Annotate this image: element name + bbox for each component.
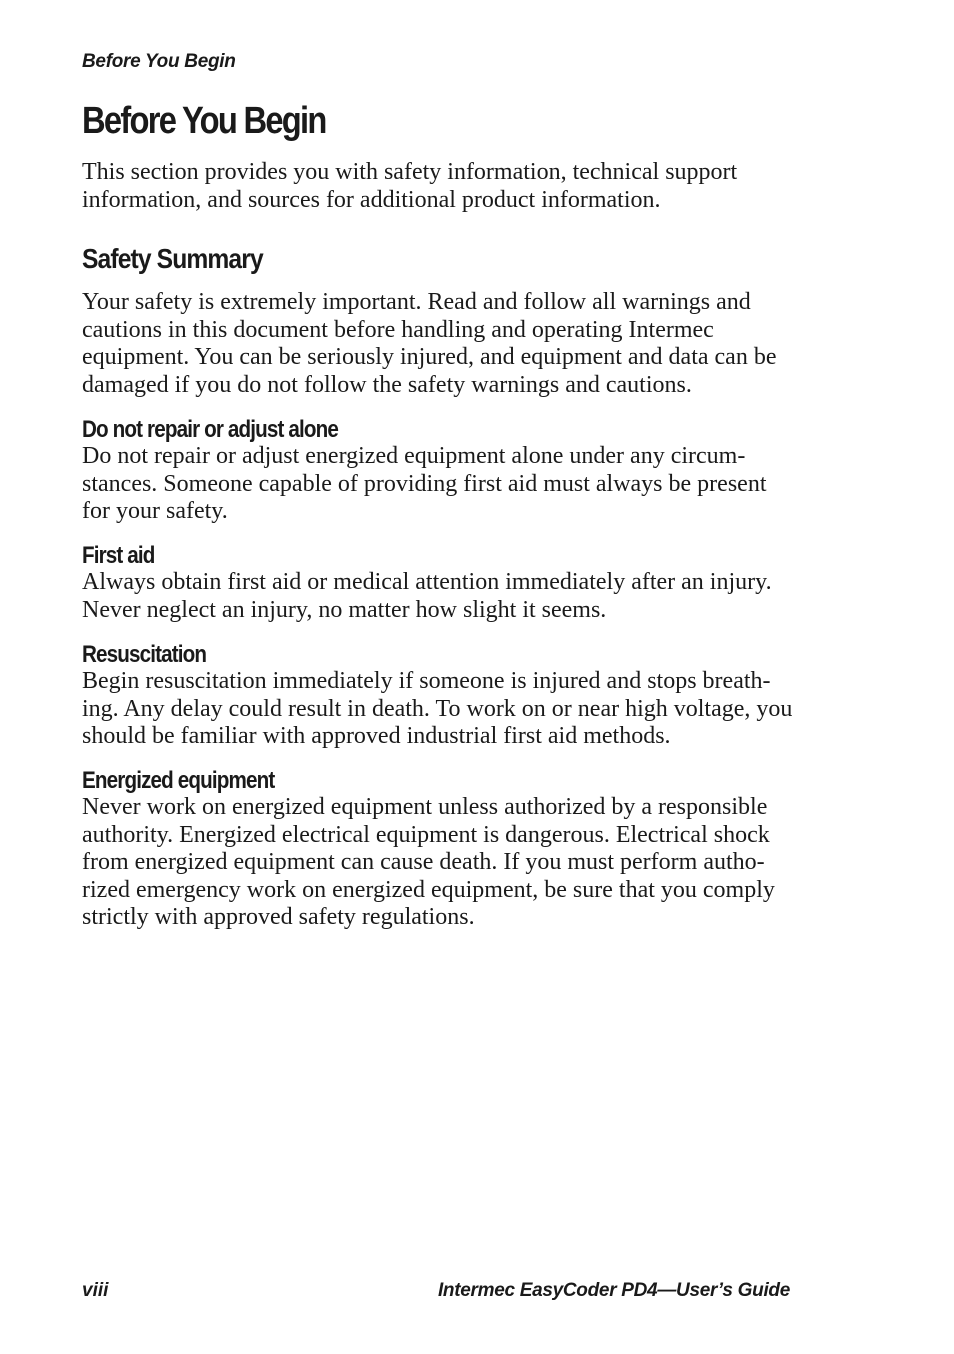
section-heading-energized-equipment: Energized equipment xyxy=(82,767,275,794)
guide-title: Intermec EasyCoder PD4—User’s Guide xyxy=(437,1280,790,1301)
page-title: Before You Begin xyxy=(82,100,326,142)
running-header: Before You Begin xyxy=(82,51,236,72)
intro-paragraph: This section provides you with safety information, technical support information, and sources for additional product information. xyxy=(82,159,738,213)
section-heading-first-aid: First aid xyxy=(82,542,155,569)
section-text-first-aid: Always obtain first aid or medical attention immediately after an injury. Never neglect an injury, no matter how slight it seems. xyxy=(82,569,772,623)
section-heading-repair-alone: Do not repair or adjust alone xyxy=(82,416,339,443)
safety-summary-heading: Safety Summary xyxy=(82,243,263,274)
safety-summary-text: Your safety is extremely important. Read and follow all warnings and cautions in this document before handling and operating Intermec equipment. You can be seriously injured, and equipment and data can be damaged if you do not follow the safety warnings and cautions. xyxy=(82,289,777,398)
page-number: viii xyxy=(82,1280,109,1301)
section-text-repair-alone: Do not repair or adjust energized equipment alone under any circum-stances. Someone capable of providing first aid must always be present for your safety. xyxy=(82,443,767,524)
section-text-resuscitation: Begin resuscitation immediately if someone is injured and stops breath-ing. Any delay could result in death. To work on or near high voltage, you should be familiar with approved industrial first aid methods. xyxy=(82,668,793,749)
section-text-energized-equipment: Never work on energized equipment unless authorized by a responsible authority. Energized electrical equipment is dangerous. Electrical shock from energized equipment can cause death. If you must perform autho-rized emergency work on energized equipment, be sure that you comply strictly with approved safety regulations. xyxy=(82,794,775,930)
section-heading-resuscitation: Resuscitation xyxy=(82,641,207,668)
